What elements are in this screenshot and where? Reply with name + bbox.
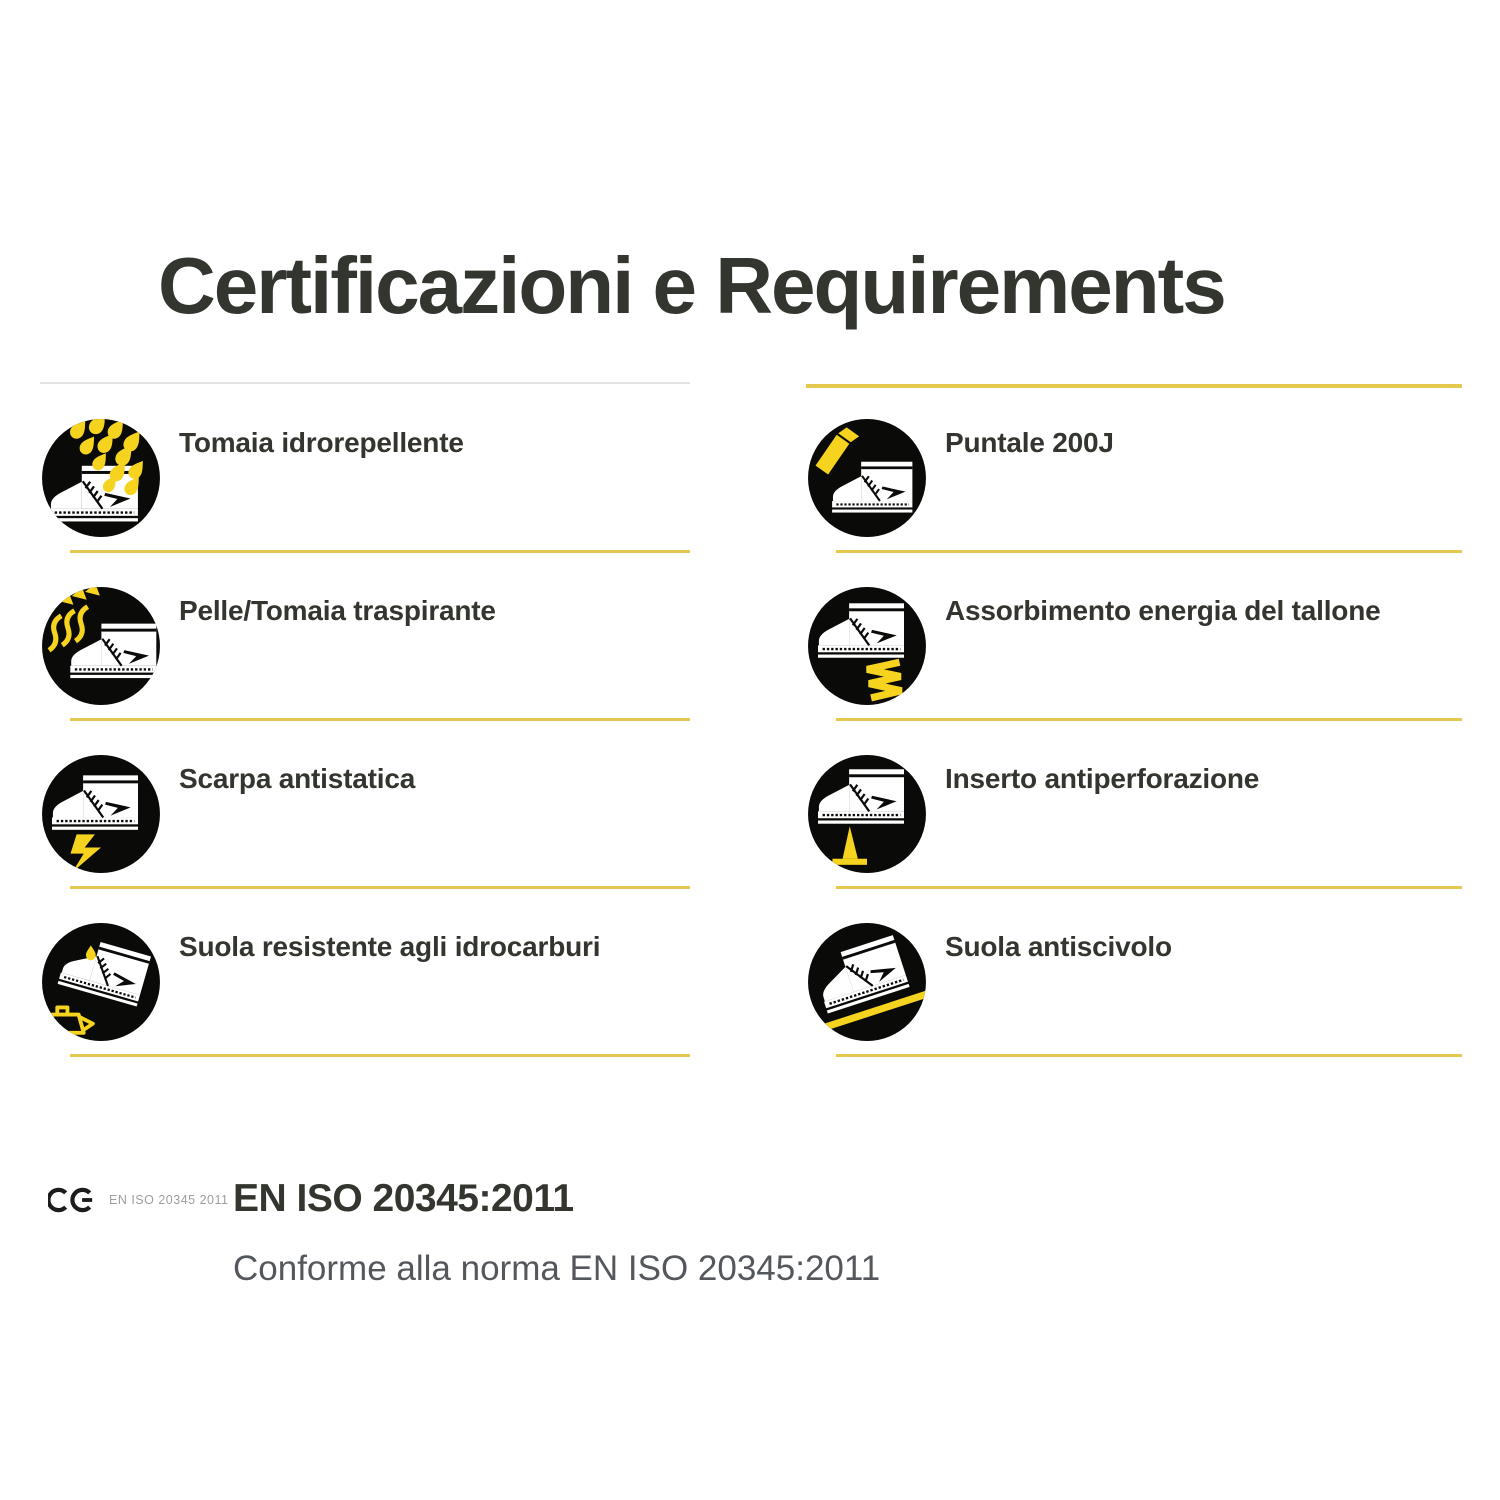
standard-title: EN ISO 20345:2011	[233, 1177, 574, 1220]
cert-row-tomaia-idrorepellente	[40, 385, 690, 553]
anti-perforation-insert-icon	[806, 753, 928, 875]
cert-label: Tomaia idrorepellente	[179, 427, 464, 458]
cert-row-inserto-antiperforazione	[806, 721, 1462, 889]
page-title: Certificazioni e Requirements	[158, 240, 1225, 330]
anti-slip-sole-icon	[806, 921, 928, 1043]
certifications-left-column	[40, 382, 690, 1057]
cert-row-scarpa-antistatica	[40, 721, 690, 889]
cert-label: Inserto antiperforazione	[945, 763, 1260, 794]
cert-row-suola-antiscivolo	[806, 889, 1462, 1057]
cert-label: Suola resistente agli idrocarburi	[179, 931, 601, 962]
ce-standard-small-label: EN ISO 20345 2011	[109, 1193, 229, 1207]
cert-label: Scarpa antistatica	[179, 763, 416, 794]
cert-label: Puntale 200J	[945, 427, 1114, 458]
hydrocarbon-resistant-sole-icon	[40, 921, 162, 1043]
row-underline	[70, 1054, 690, 1057]
certifications-right-column	[806, 382, 1462, 1057]
cert-label: Pelle/Tomaia traspirante	[179, 595, 496, 626]
breathable-upper-icon	[40, 585, 162, 707]
antistatic-shoe-icon	[40, 753, 162, 875]
ce-certification-row	[48, 1186, 228, 1214]
toe-cap-200j-icon	[806, 417, 928, 539]
cert-row-puntale-200j	[806, 385, 1462, 553]
row-underline	[836, 1054, 1462, 1057]
cert-label: Suola antiscivolo	[945, 931, 1172, 962]
cert-row-assorbimento-energia	[806, 553, 1462, 721]
cert-row-suola-idrocarburi	[40, 889, 690, 1057]
left-column-top-divider	[40, 382, 690, 384]
ce-mark-icon	[48, 1186, 96, 1214]
standard-description: Conforme alla norma EN ISO 20345:2011	[233, 1249, 881, 1288]
cert-row-pelle-traspirante	[40, 553, 690, 721]
heel-energy-absorption-icon	[806, 585, 928, 707]
water-repellent-upper-icon	[40, 417, 162, 539]
cert-label: Assorbimento energia del tallone	[945, 595, 1381, 626]
